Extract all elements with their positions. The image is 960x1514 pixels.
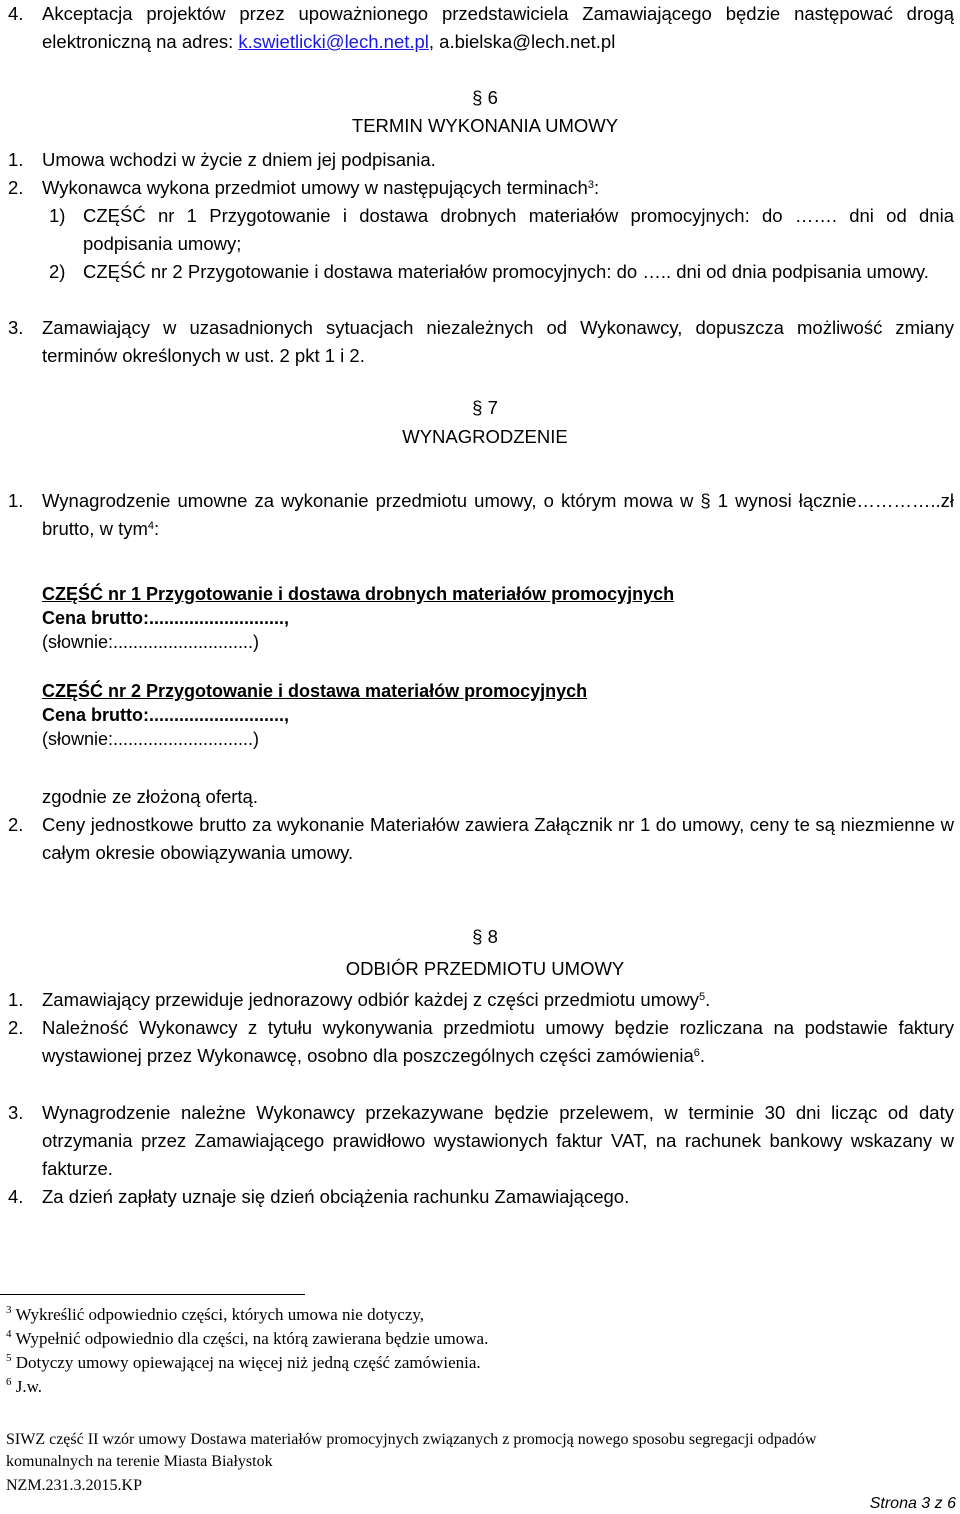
footnote-4 [6,1328,488,1350]
part-2-heading [42,679,587,703]
item-number: 3. [8,317,24,338]
item-text-end: . [699,1045,706,1066]
item-text: Zamawiający w uzasadnionych sytuacjach niezależnych od Wykonawcy, dopuszcza możliwość zmiany terminów określonych w ust. 2 pkt 1 i 2. [42,317,954,366]
part-2-heading-text: CZĘŚĆ nr 2 Przygotowanie i dostawa materiałów promocyjnych [42,681,588,701]
item-text: Wynagrodzenie umowne za wykonanie przedmiotu umowy, o którym mowa w § 1 wynosi łącznie…………..zł brutto, w tym [42,490,954,539]
part-1-price: Cena brutto:..........................., [42,608,290,628]
sec7-item-1 [8,487,954,543]
part-1-price-words: (słownie:............................) [42,632,260,652]
section-8-heading: § 8 [472,926,498,947]
section-8-title: ODBIÓR PRZEDMIOTU UMOWY [345,958,625,979]
sec6-item-3 [8,314,954,370]
section-7-title: WYNAGRODZENIE [402,426,568,447]
item-text: Za dzień zapłaty uznaje się dzień obciążenia rachunku Zamawiającego. [42,1186,630,1207]
footnote-ref: 5 [699,991,706,1003]
footnote-text: Wypełnić odpowiednio dla części, na którą zawierana będzie umowa. [11,1329,489,1348]
footnote-3 [6,1304,424,1326]
sec8-item-2 [8,1014,954,1070]
item-text-end: : [593,177,600,198]
according-to-offer [8,783,954,811]
email-link[interactable]: k.swietlicki@lech.net.pl [238,31,429,52]
sec7-item-2 [8,811,954,867]
item-text-end: : [154,518,160,539]
item-text: Umowa wchodzi w życie z dniem jej podpisania. [42,149,436,170]
item-number: 1. [8,490,24,511]
paragraph-4 [8,0,954,56]
footer-line-1: SIWZ część II wzór umowy Dostawa materiałów promocyjnych związanych z promocją nowego sposobu segregacji odpadów [6,1431,817,1448]
item-number: 3. [8,1102,24,1123]
section-7-heading: § 7 [472,397,498,418]
item-number: 4. [8,3,24,24]
footnote-5 [6,1352,481,1374]
item-number: 2. [8,177,24,198]
footer-line-2: komunalnych na terenie Miasta Białystok [6,1453,273,1470]
sec8-item-3 [8,1099,954,1183]
email-secondary: , a.bielska@lech.net.pl [428,31,616,52]
part-2-price-words: (słownie:............................) [42,729,260,749]
item-number: 1. [8,149,24,170]
footnote-6 [6,1376,42,1398]
item-number: 1) [49,205,66,226]
footnote-number: 3 [6,1304,12,1316]
item-number: 2. [8,814,24,835]
item-text: CZĘŚĆ nr 1 Przygotowanie i dostawa drobnych materiałów promocyjnych: do ……. dni od dnia podpisania umowy; [83,205,954,254]
footnote-ref: 3 [587,179,594,191]
footnote-ref: 4 [147,520,155,532]
item-text: Ceny jednostkowe brutto za wykonanie Materiałów zawiera Załącznik nr 1 do umowy, ceny te są niezmienne w całym okresie obowiązywania umowy. [42,814,954,863]
footnote-text: Dotyczy umowy opiewającej na więcej niż jedną część zamówienia. [11,1353,481,1372]
sec6-item-1 [8,146,954,174]
footnote-number: 4 [6,1328,12,1340]
footnote-ref: 6 [693,1047,700,1059]
item-text: CZĘŚĆ nr 2 Przygotowanie i dostawa materiałów promocyjnych: do ….. dni od dnia podpisania umowy. [83,261,929,282]
footer-reference: NZM.231.3.2015.KP [6,1477,143,1494]
paragraph-text: Akceptacja projektów przez upoważnionego przedstawiciela Zamawiającego będzie następować drogą elektroniczną na adres: [42,3,954,52]
footnote-text: J.w. [11,1377,43,1396]
footnote-separator [0,1294,305,1295]
item-number: 4. [8,1186,24,1207]
item-text: Wykonawca wykona przedmiot umowy w następujących terminach [42,177,588,198]
item-text: Wynagrodzenie należne Wykonawcy przekazywane będzie przelewem, w terminie 30 dni licząc od daty otrzymania przez Zamawiającego prawidłowo wystawionych faktur VAT, na rachunek bankowy wskazany w fakturze. [42,1102,954,1179]
item-text-end: . [705,989,711,1010]
item-text: Należność Wykonawcy z tytułu wykonywania przedmiotu umowy będzie rozliczana na podstawie faktury wystawionej przez Wykonawcę, osobno dla poszczególnych części zamówienia [42,1017,954,1066]
sec8-item-1 [8,986,954,1014]
part-1-heading-text: CZĘŚĆ nr 1 Przygotowanie i dostawa drobnych materiałów promocyjnych [42,584,675,604]
footnote-text: Wykreślić odpowiednio części, których umowa nie dotyczy, [11,1305,425,1324]
sec8-item-4 [8,1183,954,1211]
sec6-subitem-2 [49,258,954,286]
part-1-heading [42,582,674,606]
item-number: 1. [8,989,24,1010]
item-number: 2. [8,1017,24,1038]
item-text: Zamawiający przewiduje jednorazowy odbiór każdej z części przedmiotu umowy [42,989,700,1010]
item-number: 2) [49,261,66,282]
item-text: zgodnie ze złożoną ofertą. [42,786,258,807]
part-2-price: Cena brutto:..........................., [42,705,290,725]
footnote-number: 5 [6,1352,12,1364]
sec6-item-2 [8,174,954,202]
page-number: Strona 3 z 6 [869,1495,956,1512]
sec6-subitem-1 [49,202,954,258]
section-6-title: TERMIN WYKONANIA UMOWY [351,115,619,136]
section-6-heading: § 6 [472,87,498,108]
footnote-number: 6 [6,1376,12,1388]
